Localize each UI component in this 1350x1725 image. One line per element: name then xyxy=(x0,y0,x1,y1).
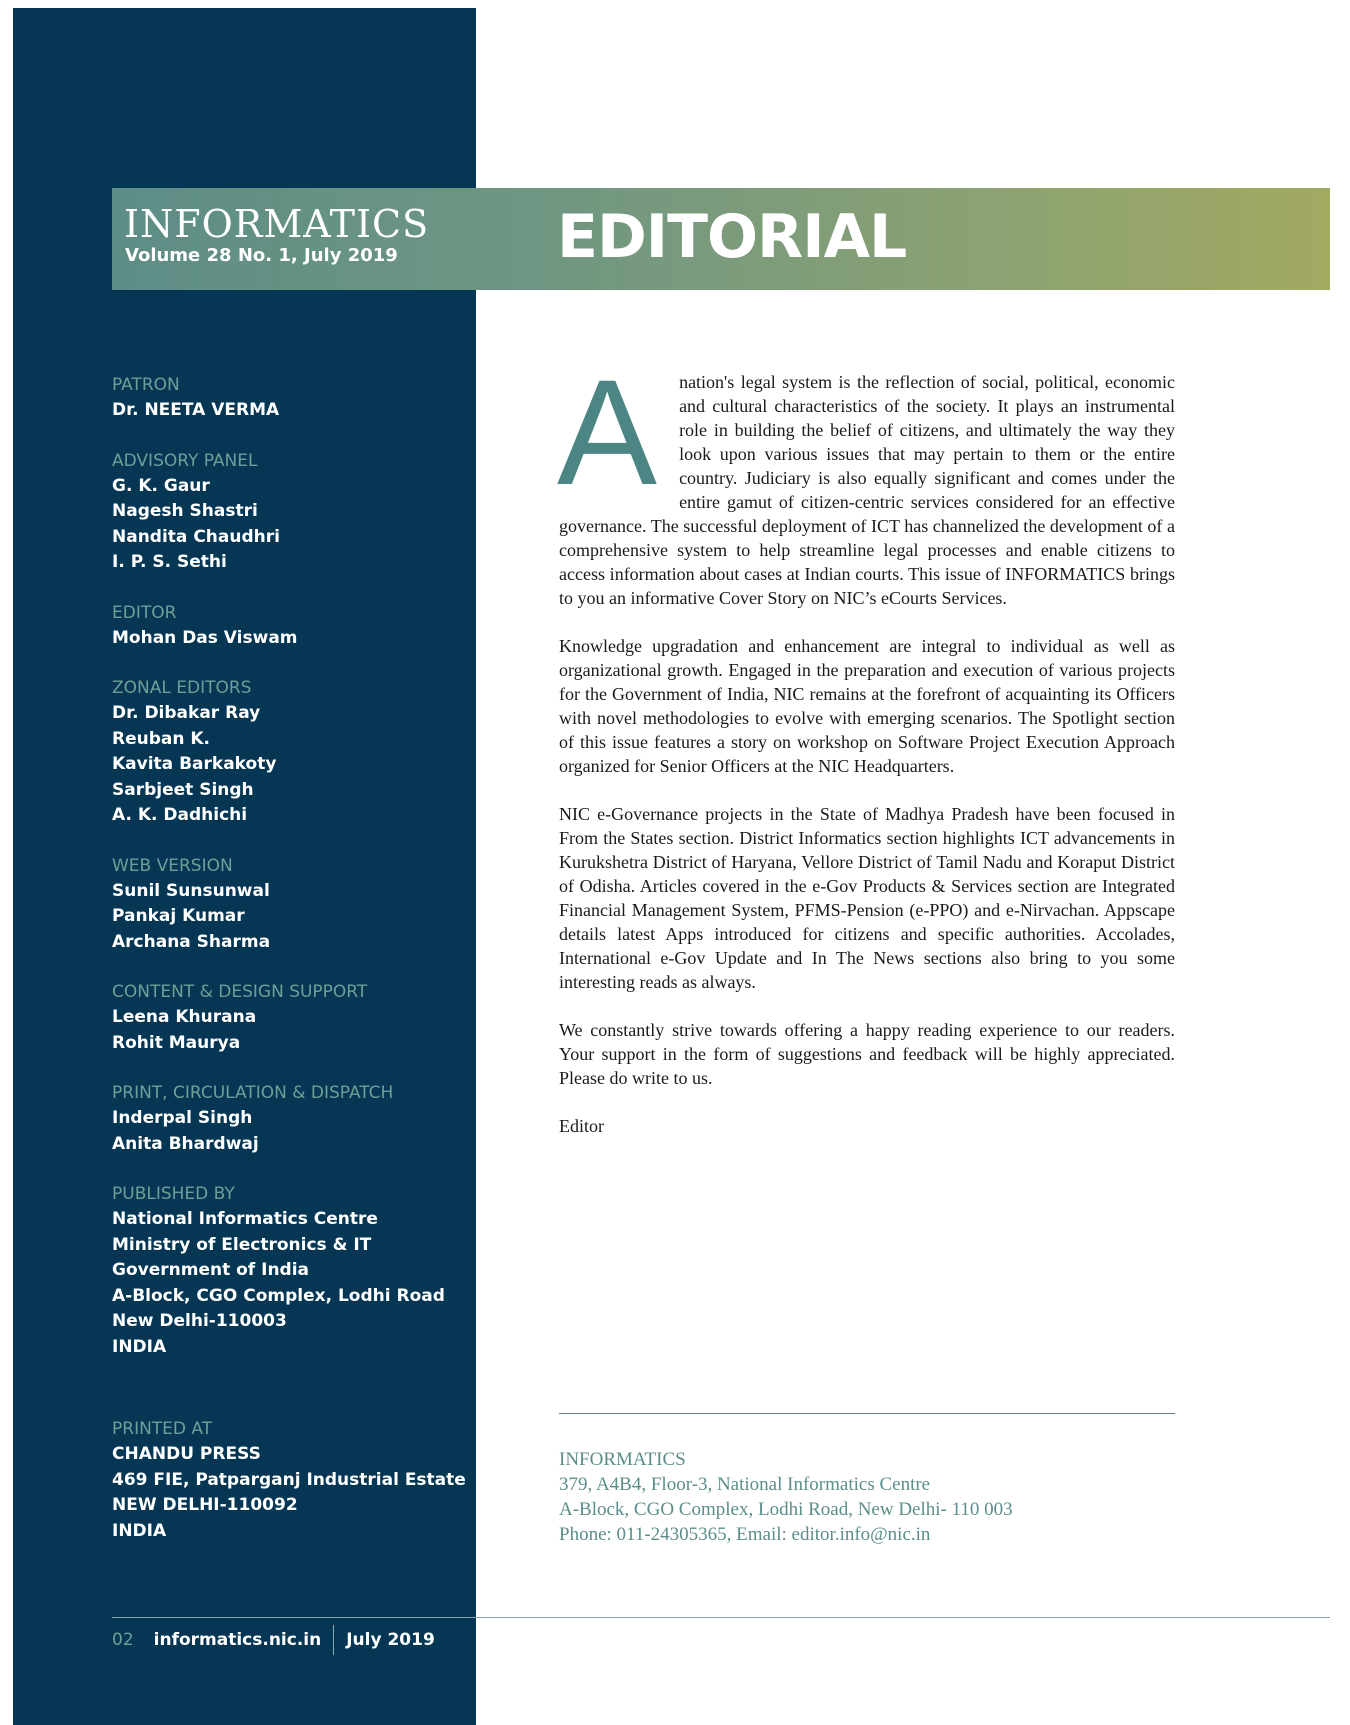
masthead-name: Archana Sharma xyxy=(112,931,271,952)
footer-date: July 2019 xyxy=(346,1630,435,1650)
masthead-name: Kavita Barkakoty xyxy=(112,754,277,774)
paragraph-text: nation's legal system is the reflection of social, political, economic and cultural characteristics of the society. It plays an instrumental role in building the belief of citizens, and ultimately the way they look upon various issues that may pertain to them or the entire country. Judiciary is also equally significant and comes under the entire gamut of citizen-centric services considered for an effective governance. The successful deployment of ICT has channelized the development of a comprehensive system to help streamline legal processes and enable citizens to access information about cases at Indian courts. This issue of INFORMATICS brings to you an informative Cover Story on NIC’s eCourts Services. xyxy=(559,372,1175,608)
masthead-name: Pankaj Kumar xyxy=(112,906,245,926)
masthead-group xyxy=(112,1182,462,1360)
article-paragraph: NIC e-Governance projects in the State of Madhya Pradesh have been focused in From the States section. District Informatics section highlights ICT advancements in Kurukshetra District of Haryana, Vellore District of Tamil Nadu and Koraput District of Odisha. Articles covered in the e-Gov Products & Services section are Integrated Financial Management System, PFMS-Pension (e-PPO) and e-Nirvachan. Appscape details latest Apps introduced for citizens and specific authorities. Accolades, International e-Gov Update and In The News sections also bring to you some interesting reads as always. xyxy=(559,804,1175,992)
masthead-name: Reuban K. xyxy=(112,728,211,749)
masthead-name: A-Block, CGO Complex, Lodhi Road xyxy=(112,1285,445,1306)
masthead-name: CHANDU PRESS xyxy=(112,1444,261,1464)
masthead-group xyxy=(112,854,462,956)
masthead-label: ZONAL EDITORS xyxy=(112,678,252,698)
masthead-name: Nagesh Shastri xyxy=(112,501,258,521)
masthead-group xyxy=(112,373,462,424)
issue-info: Volume 28 No. 1, July 2019 xyxy=(125,245,398,266)
article-paragraph xyxy=(557,348,1175,610)
masthead-label: PUBLISHED BY xyxy=(112,1184,235,1204)
masthead-name: New Delhi-110003 xyxy=(112,1311,287,1331)
masthead-name: Dr. Dibakar Ray xyxy=(112,703,261,723)
masthead-name: A. K. Dadhichi xyxy=(112,805,248,825)
editorial-article xyxy=(557,348,1175,1162)
masthead-name: National Informatics Centre xyxy=(112,1209,378,1229)
section-title: EDITORIAL xyxy=(557,202,907,272)
website-link[interactable]: informatics.nic.in xyxy=(153,1630,322,1650)
contact-address: 379, A4B4, Floor-3, National Informatics Centre xyxy=(559,1474,931,1495)
masthead-label: EDITOR xyxy=(112,602,177,623)
masthead-group xyxy=(112,449,462,576)
masthead-label: CONTENT & DESIGN SUPPORT xyxy=(112,982,368,1002)
article-paragraph: Knowledge upgradation and enhancement are integral to individual as well as organizational growth. Engaged in the preparation and execution of various projects for the Government of India, NIC remains at the forefront of acquainting its Officers with novel methodologies to evolve with emerging scenarios. The Spotlight section of this issue features a story on workshop on Software Project Execution Approach organized for Senior Officers at the NIC Headquarters. xyxy=(559,636,1175,776)
masthead-name: G. K. Gaur xyxy=(112,475,210,496)
masthead-name: Nandita Chaudhri xyxy=(112,526,280,547)
masthead-label: PRINTED AT xyxy=(112,1419,213,1439)
masthead-name: 469 FIE, Patparganj Industrial Estate xyxy=(112,1469,466,1490)
masthead-label: ADVISORY PANEL xyxy=(112,450,258,471)
masthead-name: Leena Khurana xyxy=(112,1007,257,1027)
masthead-name: Ministry of Electronics & IT xyxy=(112,1234,372,1255)
article-paragraph: We constantly strive towards offering a happy reading experience to our readers. Your support in the form of suggestions and feedback will be highly appreciated. Please do write to us. xyxy=(559,1020,1175,1088)
masthead-label: PATRON xyxy=(112,375,180,395)
masthead-name: Dr. NEETA VERMA xyxy=(112,400,280,420)
masthead-name: Anita Bhardwaj xyxy=(112,1133,259,1154)
masthead xyxy=(112,373,462,1385)
drop-cap: A xyxy=(557,348,658,516)
masthead-name: NEW DELHI-110092 xyxy=(112,1495,298,1515)
masthead-name: Sarbjeet Singh xyxy=(112,779,254,800)
masthead-name: Government of India xyxy=(112,1260,310,1280)
editor-signoff: Editor xyxy=(559,1116,604,1136)
masthead-label: PRINT, CIRCULATION & DISPATCH xyxy=(112,1083,394,1103)
masthead-name: Rohit Maurya xyxy=(112,1032,241,1053)
footer-separator xyxy=(333,1625,334,1655)
masthead-name: Sunil Sunsunwal xyxy=(112,880,270,901)
printed-at xyxy=(112,1417,466,1544)
masthead-group xyxy=(112,1081,462,1157)
masthead-name: INDIA xyxy=(112,1520,167,1541)
page-footer xyxy=(112,1625,435,1655)
masthead-name: Mohan Das Viswam xyxy=(112,627,298,648)
header-banner xyxy=(112,188,1330,290)
masthead-group xyxy=(112,676,462,829)
masthead-name: Inderpal Singh xyxy=(112,1108,253,1128)
page-number: 02 xyxy=(112,1630,134,1650)
contact-block xyxy=(559,1447,1175,1547)
masthead-name: INDIA xyxy=(112,1336,167,1357)
masthead-group xyxy=(112,601,462,652)
contact-address: A-Block, CGO Complex, Lodhi Road, New Delhi- 110 003 xyxy=(559,1499,1013,1520)
magazine-title: INFORMATICS xyxy=(124,202,430,246)
masthead-name: I. P. S. Sethi xyxy=(112,552,227,572)
masthead-label: WEB VERSION xyxy=(112,855,233,876)
footer-divider xyxy=(112,1617,1330,1618)
contact-phone-email: Phone: 011-24305365, Email: editor.info@nic.in xyxy=(559,1524,931,1545)
contact-divider xyxy=(559,1413,1175,1414)
contact-name: INFORMATICS xyxy=(559,1449,686,1470)
masthead-group xyxy=(112,980,462,1056)
